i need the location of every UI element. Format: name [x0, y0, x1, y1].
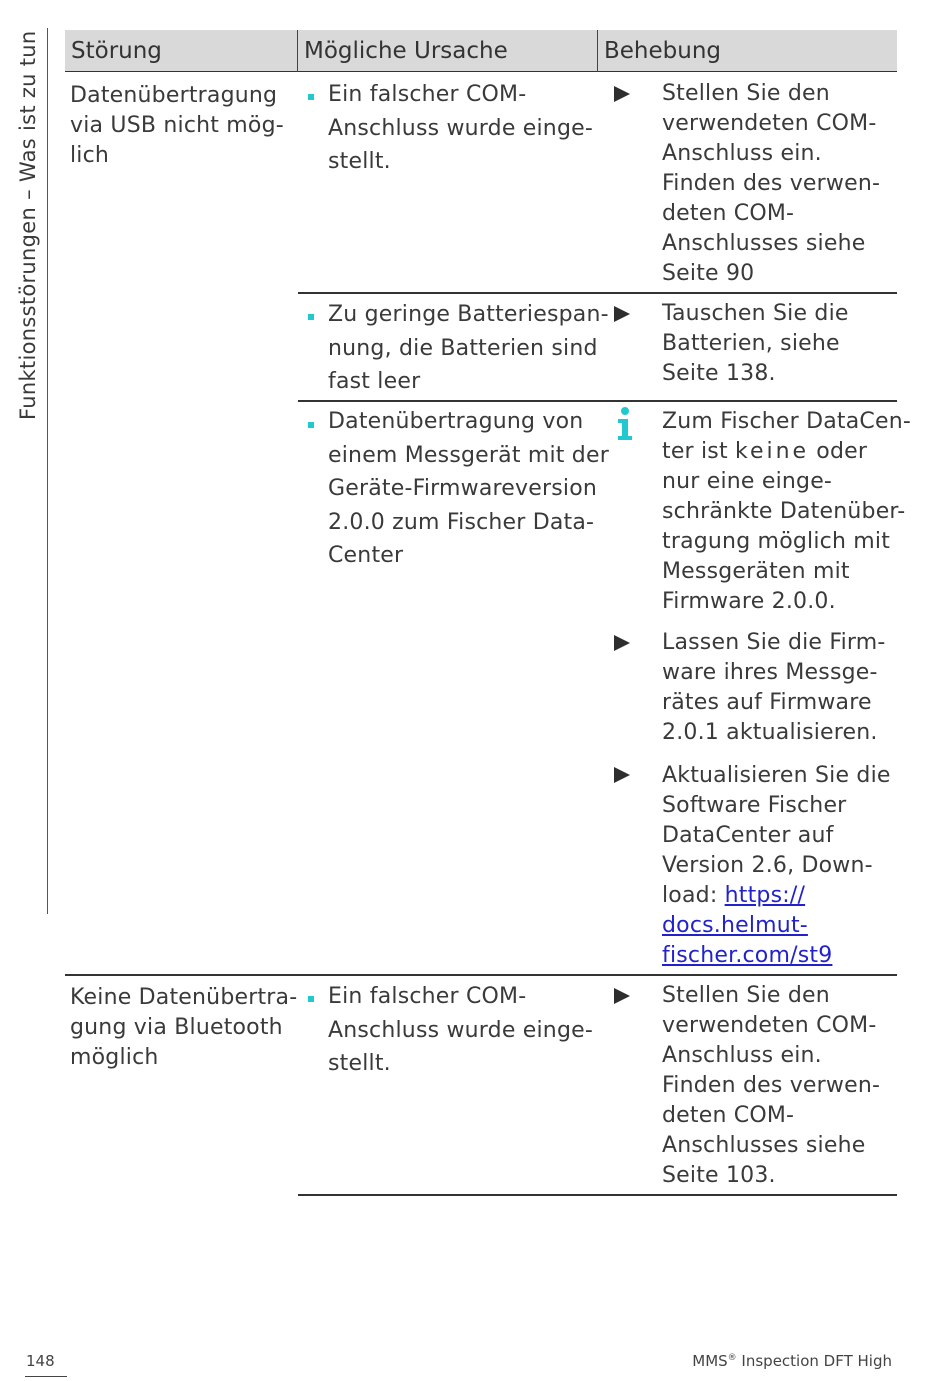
chapter-title: Funktionsstörungen – Was ist zu tun: [16, 30, 40, 420]
remedy-set-com-port: Stellen Sie den verwendeten COM- Anschluss ein. Finden des verwen- deten COM- Anschlusses siehe Seite 90: [662, 81, 881, 286]
triangle-arrow-icon: [614, 306, 630, 322]
square-bullet-icon: [308, 422, 314, 428]
cause-low-battery: Zu geringe Batteriespan- nung, die Batterien sind fast leer: [328, 302, 609, 394]
triangle-arrow-icon: [614, 86, 630, 102]
info-icon: [614, 406, 636, 442]
remedy-replace-batteries: Tauschen Sie die Batterien, siehe Seite 138.: [662, 301, 849, 386]
cause-wrong-com-port: Ein falscher COM- Anschluss wurde einge- stellt.: [328, 82, 593, 174]
download-link[interactable]: docs.helmut-: [662, 913, 808, 938]
row-divider: [298, 400, 897, 402]
cause-firmware-version: Datenübertragung von einem Messgerät mit der Geräte-Firmwareversion 2.0.0 zum Fischer Data- Center: [328, 409, 609, 568]
row-divider: [65, 974, 897, 976]
document-title: MMS® Inspection DFT High: [692, 1352, 892, 1370]
square-bullet-icon: [308, 314, 314, 320]
chapter-divider: [47, 28, 48, 914]
fault-bluetooth: Keine Datenübertra- gung via Bluetooth möglich: [70, 985, 298, 1070]
header-ursache: Mögliche Ursache: [298, 30, 598, 72]
row-divider: [298, 1194, 897, 1196]
header-behebung: Behebung: [598, 30, 897, 72]
header-separator: [297, 30, 298, 72]
remedy-update-firmware: Lassen Sie die Firm- ware ihres Messge- rätes auf Firmware 2.0.1 aktualisieren.: [662, 630, 886, 745]
header-stoerung: Störung: [65, 30, 298, 72]
emphasis-keine: keine: [735, 439, 810, 464]
triangle-arrow-icon: [614, 988, 630, 1004]
triangle-arrow-icon: [614, 767, 630, 783]
cause-wrong-com-port-bt: Ein falscher COM- Anschluss wurde einge- stellt.: [328, 984, 593, 1076]
download-link[interactable]: https://: [724, 883, 806, 908]
remedy-update-software: Aktualisieren Sie die Software Fischer DataCenter auf Version 2.6, Down- load: https:// docs.helmut- fischer.com/st9: [662, 763, 891, 968]
header-separator: [597, 30, 598, 72]
remedy-set-com-port-bt: Stellen Sie den verwendeten COM- Anschluss ein. Finden des verwen- deten COM- Anschlusses siehe Seite 103.: [662, 983, 881, 1188]
download-link[interactable]: fischer.com/st9: [662, 943, 833, 968]
page-number: 148: [26, 1352, 55, 1370]
square-bullet-icon: [308, 996, 314, 1002]
footer-underline: [25, 1376, 67, 1377]
row-divider: [298, 292, 897, 294]
remedy-info-firmware: Zum Fischer DataCen- ter ist keine oder nur eine einge- schränkte Datenüber- tragung möglich mit Messgeräten mit Firmware 2.0.0.: [662, 409, 911, 614]
fault-usb: Datenübertragung via USB nicht mög- lich: [70, 83, 284, 168]
square-bullet-icon: [308, 94, 314, 100]
triangle-arrow-icon: [614, 635, 630, 651]
